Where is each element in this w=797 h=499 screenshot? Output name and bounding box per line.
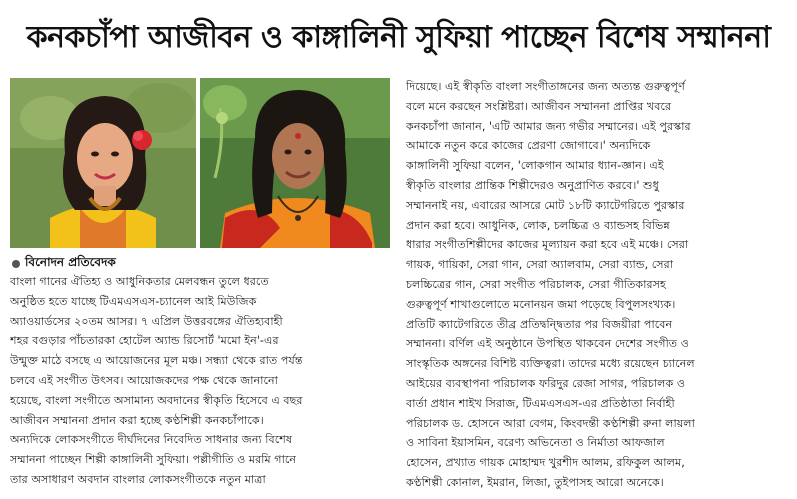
article-line: তার অসাধারণ অবদান বাংলার লোকসংগীতকে নতুন মাত্রা — [10, 472, 266, 486]
article-column-right — [406, 77, 790, 493]
article-line: বাংলা গানের ঐতিহ্য ও আধুনিকতার মেলবন্ধন তুলে ধরতে — [10, 275, 269, 288]
article-line: আজীবন সম্মাননা প্রদান করা হচ্ছে কণ্ঠশিল্পী কনকচাঁপাকে। — [10, 413, 264, 427]
bullet-icon — [12, 260, 20, 268]
article-line: গায়ক, গায়িকা, সেরা গান, সেরা অ্যালবাম, সেরা ব্যান্ড, সেরা — [406, 258, 674, 272]
article-line: ধারার সংগীতশিল্পীদের কাজের মূল্যায়ন করা হবে এই মঞ্চে। সেরা — [406, 238, 689, 252]
article-line: ও সাবিনা ইয়াসমিন, বরেণ্য অভিনেতা ও নির্মাতা আফজাল — [406, 436, 665, 450]
article-line: অন্যদিকে লোকসংগীতে দীর্ঘদিনের নিবেদিত সাধনার জন্য বিশেষ — [10, 433, 293, 447]
article-line: হোসেন, প্রখ্যাত গায়ক মোহাম্মদ খুরশীদ আলম, রফিকুল আলম, — [406, 456, 685, 470]
photo-kangalini-sufia — [200, 78, 390, 248]
byline-text: বিনোদন প্রতিবেদক — [25, 255, 116, 269]
article-line: গুরুত্বপূর্ণ শাখাগুলোতে মনোনয়ন জমা পড়েছে বিপুলসংখ্যক। — [406, 297, 676, 311]
article-line: অনুষ্ঠিত হতে যাচ্ছে টিএমএসএস-চ্যানেল আই মিউজিক — [10, 294, 257, 308]
article-line: সম্মাননাই নয়, এবারের আসরে মোট ১৮টি ক্যাটেগরিতে পুরস্কার — [406, 198, 685, 212]
article-line: উন্মুক্ত মাঠে বসছে এ আয়োজনের মূল মঞ্চ। সন্ধ্যা থেকে রাত পর্যন্ত — [10, 354, 303, 368]
article-column-left — [10, 272, 394, 490]
photo-kanakchapa — [10, 78, 196, 248]
article-line: পরিচালক ড. হোসনে আরা বেগম, কিংবদন্তী কণ্ঠশিল্পী রুনা লায়লা — [406, 416, 695, 430]
article-line: দিয়েছে। এই স্বীকৃতি বাংলা সংগীতাঙ্গনের জন্য অত্যন্ত গুরুত্বপূর্ণ — [406, 80, 685, 93]
article-line: সম্মাননা পাচ্ছেন শিল্পী কাঙ্গালিনী সুফিয়া। পল্লীগীতি ও মরমি গানে — [10, 453, 296, 467]
byline — [12, 254, 116, 274]
article-line: কাঙ্গালিনী সুফিয়া বলেন, 'লোকগান আমার ধ্যান-জ্ঞান। এই — [406, 159, 664, 173]
photo-row — [10, 78, 390, 248]
article-line: চলবে এই সংগীত উৎসব। আয়োজকদের পক্ষ থেকে জানানো — [10, 373, 278, 387]
article-line: প্রতিটি ক্যাটেগরিতে তীব্র প্রতিদ্বন্দ্বিতার পর বিজয়ীরা পাবেন — [406, 317, 673, 331]
woman-portrait-singer-icon — [10, 78, 196, 248]
article-line: হয়েছে, বাংলা সংগীতে অসামান্য অবদানের স্বীকৃতি হিসেবে এ বছর — [10, 393, 303, 407]
headline: কনকচাঁপা আজীবন ও কাঙ্গালিনী সুফিয়া পাচ্ছেন বিশেষ সম্মাননা — [26, 19, 771, 55]
article-line: অ্যাওয়ার্ডসের ২০তম আসর। ৭ এপ্রিল উত্তরবঙ্গের ঐতিহ্যবাহী — [10, 314, 283, 328]
article-line: চলচ্চিত্রের গান, সেরা সংগীত পরিচালক, সেরা গীতিকারসহ — [406, 277, 666, 291]
article-line: কণ্ঠশিল্পী কোনাল, ইমরান, লিজা, তুইপাসহ আরো অনেকে। — [406, 475, 664, 489]
article-line: বার্তা প্রধান শাইখ সিরাজ, টিএমএসএস-এর প্রতিষ্ঠাতা নির্বাহী — [406, 396, 675, 410]
article-line: সাংস্কৃতিক অঙ্গনের বিশিষ্ট ব্যক্তিত্বরা। তাদের মধ্যে রয়েছেন চ্যানেল — [406, 357, 695, 371]
article-line: কনকচাঁপা জানান, 'এটি আমার জন্য গভীর সম্মানের। এই পুরস্কার — [406, 119, 691, 133]
article-line: বলে মনে করছেন সংশ্লিষ্টরা। আজীবন সম্মাননা প্রাপ্তির খবরে — [406, 99, 672, 113]
article-line: প্রদান করা হবে। আধুনিক, লোক, চলচ্চিত্র ও ব্যান্ডসহ বিভিন্ন — [406, 218, 670, 232]
article-line: স্বীকৃতি বাংলার প্রান্তিক শিল্পীদেরও অনুপ্রাণিত করবে।' শুধু — [406, 178, 659, 192]
article-line: আমাকে নতুন করে কাজের প্রেরণা জোগাবে।' অন্যদিকে — [406, 139, 651, 153]
article-line: সম্মাননা। বর্ণিল এই অনুষ্ঠানে উপস্থিত থাকবেন দেশের সংগীত ও — [406, 337, 689, 351]
woman-portrait-folk-singer-icon — [200, 78, 390, 248]
article-line: আইয়ের ব্যবস্থাপনা পরিচালক ফরিদুর রেজা সাগর, পরিচালক ও — [406, 376, 686, 390]
article-line: শহর বগুড়ার পাঁচতারকা হোটেল অ্যান্ড রিসোর্ট 'মমো ইন'-এর — [10, 334, 279, 348]
